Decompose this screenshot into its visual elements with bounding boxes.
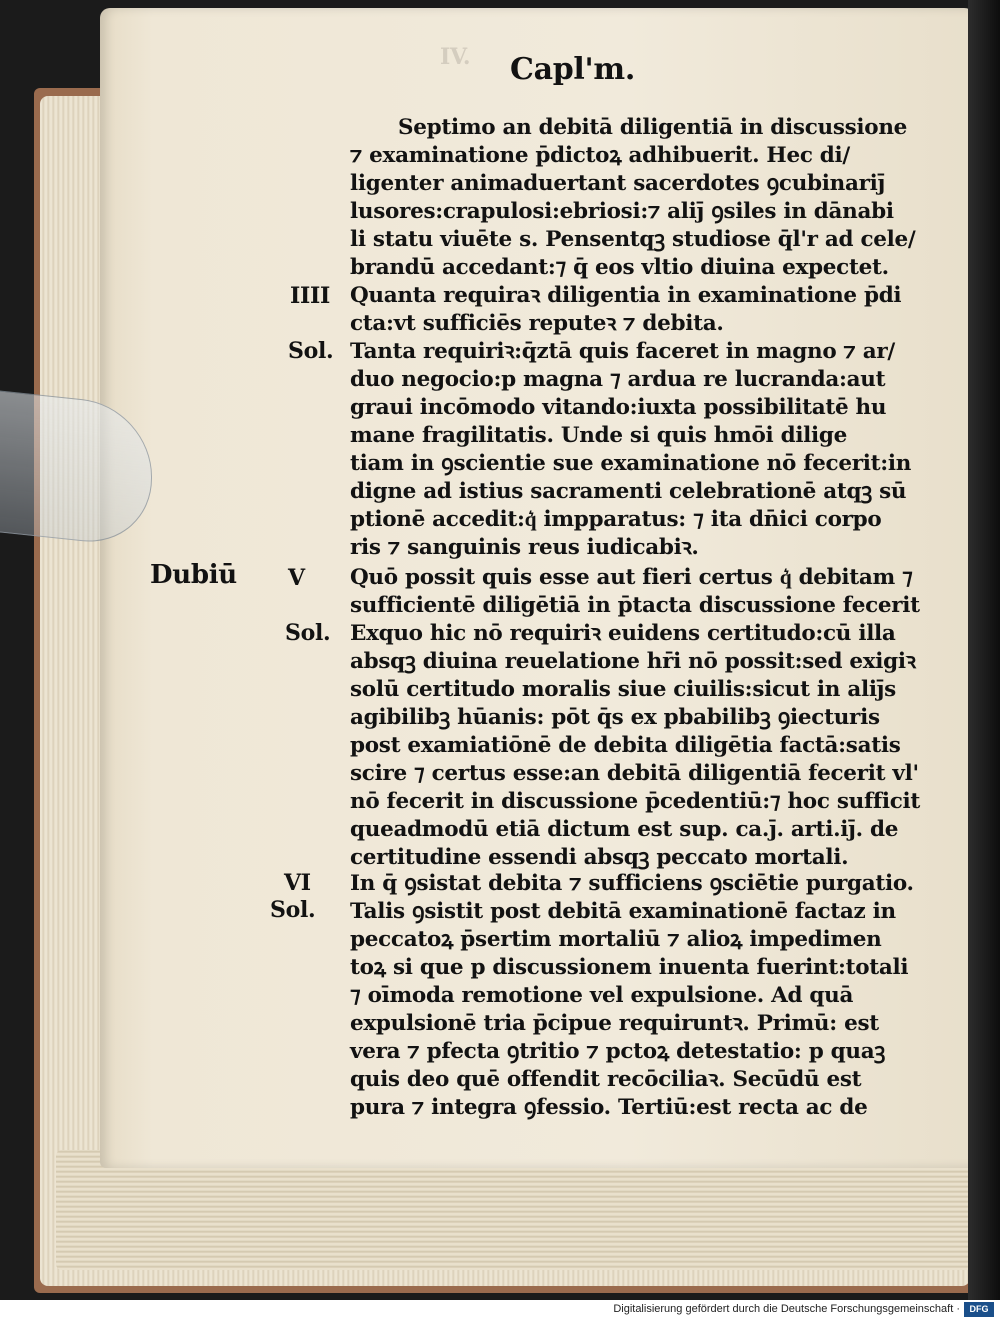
dfg-logo-icon: DFG xyxy=(964,1302,994,1317)
text-line: graui incōmodo vitando:iuxta possibilitatē hu xyxy=(350,395,887,420)
text-line: toꝝ si que p discussionem inuenta fuerint:totali xyxy=(350,955,909,980)
text-line: Quanta requiraꝛ diligentia in examinatione p̄di xyxy=(350,283,902,308)
text-line: solū certitudo moralis siue ciuilis:sicut in aliȷ̄s xyxy=(350,677,896,702)
text-line: Septimo an debitā diligentiā in discussione xyxy=(398,115,908,140)
text-line: tiam in ꝯscientie sue examinatione nō fecerit:in xyxy=(350,451,912,476)
text-line: pura ⁊ integra ꝯfessio. Tertiū:est recta ac de xyxy=(350,1095,868,1120)
marker-sol-2: Sol. xyxy=(285,620,331,646)
text-line: absqꝫ diuina reuelatione hr̄i nō possit:sed exigiꝛ xyxy=(350,649,916,674)
text-line: Exquo hic nō requiriꝛ euidens certitudo:cū illa xyxy=(350,621,896,646)
text-line: post examiatiōnē de debita diligētia factā:satis xyxy=(350,733,901,758)
text-line: ptionē accedit:q͛ impparatus: ⁊ ita dn̄ici corpo xyxy=(350,507,882,532)
text-line: certitudine essendi absqꝫ peccato mortali. xyxy=(350,845,849,870)
text-line: peccatoꝝ p̄sertim mortaliū ⁊ alioꝝ impedimen xyxy=(350,927,882,952)
text-line: agibilibꝫ hūanis: pōt q̄s ex pbabilibꝫ ꝯiecturis xyxy=(350,705,880,730)
text-line: scire ⁊ certus esse:an debitā diligentiā fecerit vl' xyxy=(350,761,919,786)
text-line: mane fragilitatis. Unde si quis hmōi dilige xyxy=(350,423,848,448)
marker-v: V xyxy=(288,565,305,591)
text-line: Tanta requiriꝛ:q̄ztā quis faceret in magno ⁊ ar/ xyxy=(350,339,895,364)
marker-iiii: IIII xyxy=(290,283,330,309)
text-line: lusores:crapulosi:ebriosi:⁊ aliȷ̄ ꝯsiles in dānabi xyxy=(350,199,894,224)
text-line: Quō possit quis esse aut fieri certus q͛ debitam ⁊ xyxy=(350,565,913,590)
text-line: expulsionē tria p̄cipue requiruntꝛ. Primū: est xyxy=(350,1011,879,1036)
text-line: ligenter animaduertant sacerdotes ꝯcubinariȷ̄ xyxy=(350,171,885,196)
text-line: li statu viuēte s. Pensentqꝫ studiose q̄l'r ad cele/ xyxy=(350,227,916,252)
text-line: cta:vt sufficiēs reputeꝛ ⁊ debita. xyxy=(350,311,724,336)
footer-bar xyxy=(0,1300,1000,1321)
text-line: ris ⁊ sanguinis reus iudicabiꝛ. xyxy=(350,535,699,560)
marker-sol-3: Sol. xyxy=(270,897,316,923)
text-line: duo negocio:p magna ⁊ ardua re lucranda:aut xyxy=(350,367,886,392)
text-line: nō fecerit in discussione p̄cedentiū:⁊ hoc sufficit xyxy=(350,789,921,814)
text-line: ⁊ oīmoda remotione vel expulsione. Ad quā xyxy=(350,983,854,1008)
funding-notice: Digitalisierung gefördert durch die Deutsche Forschungsgemeinschaft · xyxy=(613,1303,960,1315)
gutter-shadow xyxy=(968,0,1000,1300)
text-line: queadmodū etiā dictum est sup. ca.ȷ̄. arti.iȷ̄. de xyxy=(350,817,899,842)
text-line: vera ⁊ pfecta ꝯtritio ⁊ pctoꝝ detestatio: p quaꝫ xyxy=(350,1039,886,1064)
chapter-heading: Capl'm. xyxy=(510,52,635,87)
text-line: quis deo quē offendit recōciliaꝛ. Secūdū est xyxy=(350,1067,862,1092)
text-line: digne ad istius sacramenti celebrationē atqꝫ sū xyxy=(350,479,907,504)
text-line: brandū accedant:⁊ q̄ eos vltio diuina expectet. xyxy=(350,255,889,280)
text-line: Talis ꝯsistit post debitā examinationē factaz in xyxy=(350,899,896,924)
text-line: In q̄ ꝯsistat debita ⁊ sufficiens ꝯsciētie purgatio. xyxy=(350,871,914,896)
marker-sol-1: Sol. xyxy=(288,338,334,364)
margin-note-dubium: Dubiū xyxy=(150,560,237,590)
text-line: ⁊ examinatione p̄dictoꝝ adhibuerit. Hec di/ xyxy=(350,143,850,168)
marker-vi: VI xyxy=(284,870,311,896)
text-line: sufficientē diligētiā in p̄tacta discussione fecerit xyxy=(350,593,920,618)
bleed-through-text: IV. xyxy=(440,44,471,70)
page-stack xyxy=(56,1150,976,1270)
